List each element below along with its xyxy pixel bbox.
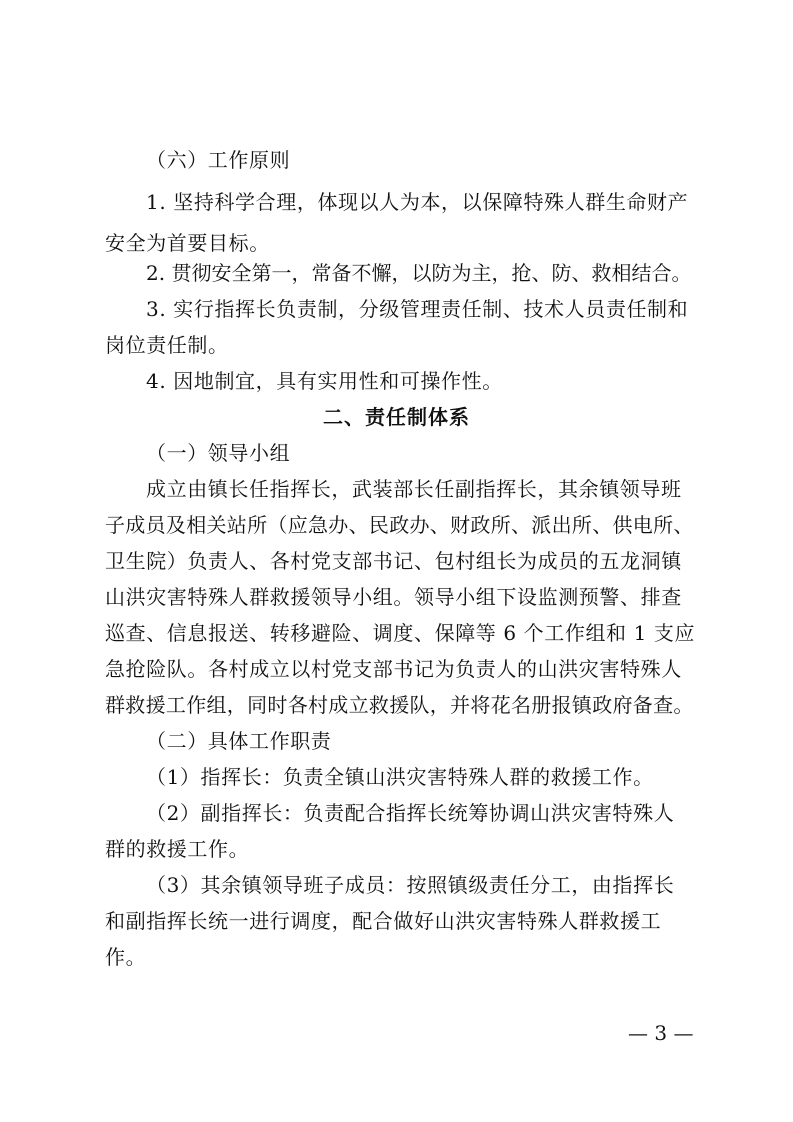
principle-1-line-1: 1. 坚持科学合理，体现以人为本，以保障特殊人群生命财产 — [146, 190, 689, 214]
paragraph-line-2: 子成员及相关站所（应急办、民政办、财政所、派出所、供电所、 — [105, 513, 694, 537]
principle-3-line-1: 3. 实行指挥长负责制，分级管理责任制、技术人员责任制和 — [146, 297, 689, 321]
paragraph-line-7: 群救援工作组，同时各村成立救援队，并将花名册报镇政府备查。 — [105, 693, 694, 717]
paragraph-line-1: 成立由镇长任指挥长，武装部长任副指挥长，其余镇领导班 — [146, 477, 682, 501]
paragraph-line-4: 山洪灾害特殊人群救援领导小组。领导小组下设监测预警、排查 — [105, 585, 682, 609]
paragraph-line-5: 巡查、信息报送、转移避险、调度、保障等 6 个工作组和 1 支应 — [105, 621, 696, 645]
duty-2-line-1: （2）副指挥长：负责配合指挥长统筹协调山洪灾害特殊人 — [146, 801, 675, 825]
duty-3-line-2: 和副指挥长统一进行调度，配合做好山洪灾害特殊人群救援工 — [105, 909, 662, 933]
duty-3-line-3: 作。 — [105, 945, 147, 969]
section-heading-leading-group: （一）领导小组 — [146, 441, 291, 465]
duty-3-line-1: （3）其余镇领导班子成员：按照镇级责任分工，由指挥长 — [146, 873, 675, 897]
principle-1-line-2: 安全为首要目标。 — [105, 231, 270, 255]
paragraph-line-6: 急抢险队。各村成立以村党支部书记为负责人的山洪灾害特殊人 — [105, 657, 682, 681]
duty-1: （1）指挥长：负责全镇山洪灾害特殊人群的救援工作。 — [146, 765, 654, 789]
principle-3-line-2: 岗位责任制。 — [105, 333, 229, 357]
duty-2-line-2: 群的救援工作。 — [105, 837, 250, 861]
page-number: — 3 — — [628, 1021, 694, 1045]
principle-2: 2. 贯彻安全第一，常备不懈，以防为主，抢、防、救相结合。 — [146, 261, 692, 285]
chapter-heading-responsibility-system: 二、责任制体系 — [323, 405, 470, 429]
paragraph-line-3: 卫生院）负责人、各村党支部书记、包村组长为成员的五龙洞镇 — [105, 549, 682, 573]
principle-4: 4. 因地制宜，具有实用性和可操作性。 — [146, 369, 503, 393]
section-heading-duties: （二）具体工作职责 — [146, 729, 332, 753]
section-heading-work-principles: （六）工作原则 — [146, 148, 291, 172]
